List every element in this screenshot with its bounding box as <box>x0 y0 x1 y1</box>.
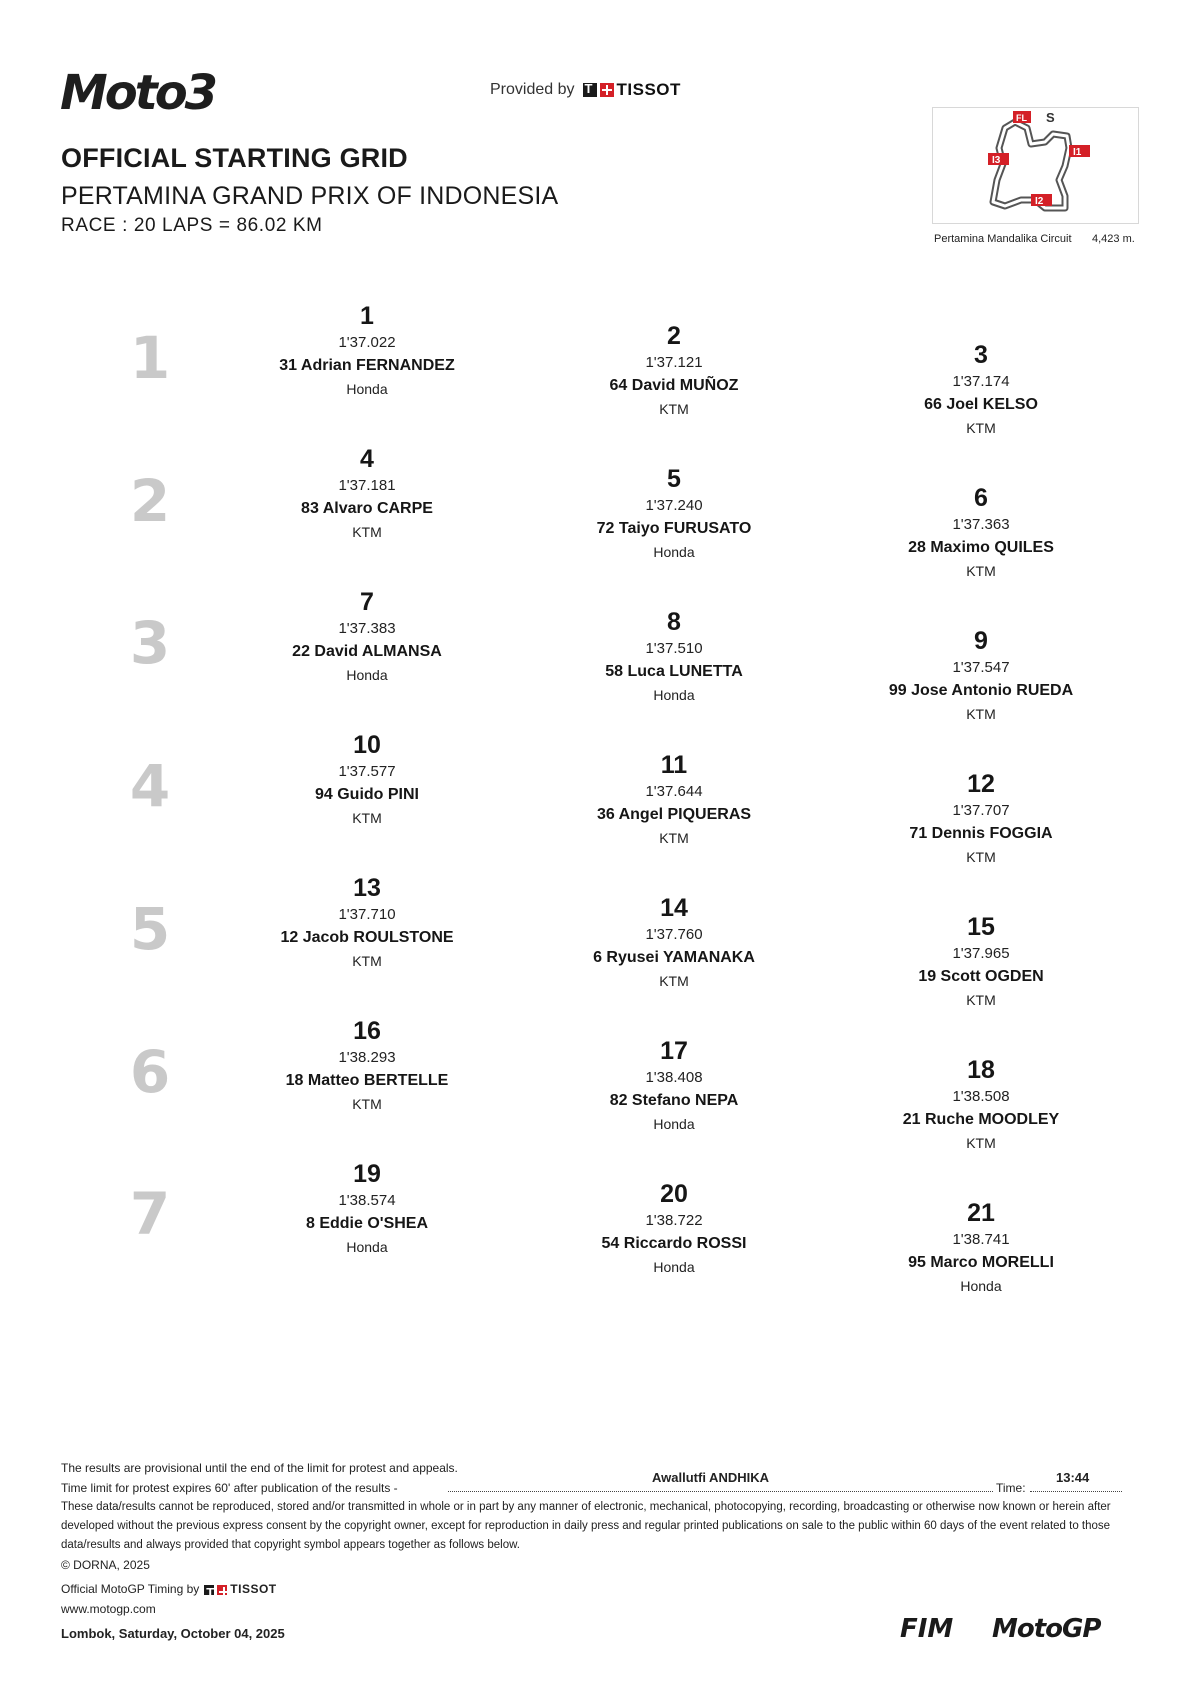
manufacturer: KTM <box>659 401 689 417</box>
manufacturer: KTM <box>352 524 382 540</box>
tissot-t-icon <box>204 1585 214 1595</box>
manufacturer: KTM <box>659 973 689 989</box>
provisional-note: The results are provisional until the end of the limit for protest and appeals. <box>61 1461 458 1475</box>
lap-time: 1'37.760 <box>645 926 703 943</box>
footer-logos <box>900 1614 1140 1644</box>
lap-time: 1'37.174 <box>952 373 1010 390</box>
tissot-wordmark: TISSOT <box>616 80 681 99</box>
start-marker: S <box>1046 110 1055 125</box>
swiss-cross-icon <box>217 1585 227 1595</box>
manufacturer: Honda <box>346 667 388 683</box>
rider-name: 64 David MUÑOZ <box>609 377 739 394</box>
rider-name: 71 Dennis FOGGIA <box>909 825 1053 842</box>
lap-time: 1'38.408 <box>645 1069 703 1086</box>
lap-time: 1'37.644 <box>645 783 703 800</box>
manufacturer: KTM <box>352 1096 382 1112</box>
grid-position: 13 <box>353 874 381 902</box>
manufacturer: KTM <box>352 953 382 969</box>
grid-position: 12 <box>967 770 995 798</box>
grid-slot <box>232 445 502 541</box>
grid-row-number: 1 <box>129 324 171 392</box>
grid-row-number: 5 <box>129 895 171 963</box>
rider-name: 8 Eddie O'SHEA <box>305 1215 429 1232</box>
signature-line <box>448 1491 993 1492</box>
grid-position: 5 <box>667 465 681 493</box>
grid-row-number: 2 <box>129 467 171 535</box>
grid-slot <box>846 913 1116 1009</box>
lap-time: 1'37.121 <box>645 354 703 371</box>
grid-slot <box>846 1056 1116 1152</box>
copyright-notice: © DORNA, 2025 <box>61 1558 150 1572</box>
grid-slot <box>232 588 502 684</box>
grid-position: 3 <box>974 341 988 369</box>
grid-position: 11 <box>660 751 688 779</box>
i2-marker: I2 <box>1035 196 1044 207</box>
lap-time: 1'37.577 <box>338 763 396 780</box>
protest-limit-note: Time limit for protest expires 60' after publication of the results - <box>61 1481 398 1495</box>
location-date: Lombok, Saturday, October 04, 2025 <box>61 1626 285 1641</box>
rider-name: 28 Maximo QUILES <box>908 539 1054 556</box>
race-info: RACE : 20 LAPS = 86.02 KM <box>61 215 323 236</box>
moto3-logo <box>60 65 290 121</box>
lap-time: 1'37.363 <box>952 516 1010 533</box>
manufacturer: Honda <box>346 381 388 397</box>
lap-time: 1'37.022 <box>338 334 396 351</box>
manufacturer: Honda <box>653 1259 695 1275</box>
grid-slot <box>539 1037 809 1133</box>
rider-name: 21 Ruche MOODLEY <box>902 1111 1060 1128</box>
grid-position: 10 <box>353 731 381 759</box>
circuit-name: Pertamina Mandalika Circuit <box>934 233 1072 245</box>
grid-slot <box>539 608 809 704</box>
grid-position: 16 <box>353 1017 381 1045</box>
rider-name: 19 Scott OGDEN <box>918 968 1044 985</box>
grid-position: 18 <box>967 1056 995 1084</box>
grid-slot <box>539 894 809 990</box>
moto3-logo-text: Moto3 <box>60 65 216 121</box>
lap-time: 1'38.741 <box>952 1231 1010 1248</box>
grid-slot <box>846 1199 1116 1295</box>
grid-slot <box>232 302 502 398</box>
grid-row-number: 7 <box>129 1180 171 1248</box>
lap-time: 1'37.383 <box>338 620 396 637</box>
grid-position: 20 <box>660 1180 688 1208</box>
grid-slot <box>539 751 809 847</box>
manufacturer: Honda <box>346 1239 388 1255</box>
grid-position: 2 <box>667 322 681 350</box>
provided-by-label: Provided by <box>490 81 575 98</box>
time-line <box>1030 1491 1122 1492</box>
grid-slot <box>232 874 502 970</box>
manufacturer: Honda <box>653 687 695 703</box>
swiss-cross-icon <box>600 83 614 97</box>
grid-position: 8 <box>667 608 681 636</box>
rider-name: 36 Angel PIQUERAS <box>596 806 752 823</box>
motogp-logo: MotoGP <box>992 1614 1101 1644</box>
timing-credit <box>61 1580 277 1599</box>
grid-slot <box>539 465 809 561</box>
grid-slot <box>539 1180 809 1276</box>
rider-name: 94 Guido PINI <box>314 786 419 803</box>
grid-position: 9 <box>974 627 988 655</box>
copyright-disclaimer: These data/results cannot be reproduced, stored and/or transmitted in whole or in part by any manner of electronic, mechanical, photocopying, recording, broadcasting or otherwise now known or herein after developed without the previous express consent by the copyright owner, except for reproduction in daily press and regular printed publications on sale to the public within 60 days of the event related to those data/results and always provided that copyright symbol appears together as follows below. <box>61 1501 1111 1551</box>
rider-name: 72 Taiyo FURUSATO <box>596 520 752 537</box>
event-name: PERTAMINA GRAND PRIX OF INDONESIA <box>61 182 559 210</box>
grid-row-number: 6 <box>129 1038 171 1106</box>
grid-position: 17 <box>660 1037 688 1065</box>
manufacturer: KTM <box>966 1135 996 1151</box>
grid-position: 19 <box>353 1160 381 1188</box>
grid-position: 15 <box>967 913 995 941</box>
grid-position: 1 <box>360 302 374 330</box>
grid-row-number: 4 <box>129 752 171 820</box>
lap-time: 1'37.707 <box>952 802 1010 819</box>
rider-name: 66 Joel KELSO <box>924 396 1038 413</box>
circuit-map <box>932 107 1139 224</box>
manufacturer: KTM <box>966 420 996 436</box>
time-label: Time: <box>996 1481 1026 1495</box>
grid-slot <box>846 770 1116 866</box>
lap-time: 1'38.293 <box>338 1049 396 1066</box>
grid-row-number: 3 <box>129 609 171 677</box>
grid-position: 21 <box>967 1199 995 1227</box>
lap-time: 1'38.508 <box>952 1088 1010 1105</box>
official-name: Awallutfi ANDHIKA <box>652 1470 769 1485</box>
rider-name: 6 Ryusei YAMANAKA <box>593 949 755 966</box>
manufacturer: KTM <box>352 810 382 826</box>
fim-logo: FIM <box>900 1614 954 1644</box>
circuit-length: 4,423 m. <box>1092 233 1135 245</box>
manufacturer: Honda <box>653 544 695 560</box>
website-link[interactable]: www.motogp.com <box>61 1602 156 1616</box>
grid-position: 6 <box>974 484 988 512</box>
page-title: OFFICIAL STARTING GRID <box>61 143 408 173</box>
tissot-t-icon <box>583 83 597 97</box>
lap-time: 1'37.510 <box>645 640 703 657</box>
rider-name: 95 Marco MORELLI <box>908 1254 1054 1271</box>
fl-marker: FL <box>1016 113 1027 123</box>
grid-slot <box>846 484 1116 580</box>
lap-time: 1'37.710 <box>338 906 396 923</box>
rider-name: 99 Jose Antonio RUEDA <box>888 682 1074 699</box>
rider-name: 83 Alvaro CARPE <box>301 500 433 517</box>
lap-time: 1'37.547 <box>952 659 1010 676</box>
manufacturer: KTM <box>966 706 996 722</box>
i1-marker: I1 <box>1073 147 1082 158</box>
grid-slot <box>232 731 502 827</box>
lap-time: 1'37.965 <box>952 945 1010 962</box>
grid-slot <box>846 341 1116 437</box>
grid-slot <box>232 1160 502 1256</box>
rider-name: 82 Stefano NEPA <box>609 1092 739 1109</box>
track-outline-icon <box>933 108 1138 223</box>
manufacturer: KTM <box>659 830 689 846</box>
manufacturer: Honda <box>960 1278 1002 1294</box>
time-value: 13:44 <box>1056 1470 1090 1485</box>
tissot-logo <box>583 80 681 100</box>
manufacturer: KTM <box>966 563 996 579</box>
rider-name: 54 Riccardo ROSSI <box>601 1235 747 1252</box>
grid-position: 4 <box>360 445 374 473</box>
tissot-logo-small <box>204 1580 276 1599</box>
manufacturer: KTM <box>966 849 996 865</box>
timing-by-label: Official MotoGP Timing by <box>61 1582 200 1596</box>
grid-slot <box>539 322 809 418</box>
tissot-wordmark: TISSOT <box>230 1582 277 1596</box>
rider-name: 18 Matteo BERTELLE <box>285 1072 449 1089</box>
provided-by <box>490 80 681 100</box>
grid-position: 7 <box>360 588 374 616</box>
grid-position: 14 <box>660 894 688 922</box>
manufacturer: KTM <box>966 992 996 1008</box>
lap-time: 1'38.722 <box>645 1212 703 1229</box>
rider-name: 22 David ALMANSA <box>292 643 442 660</box>
i3-marker: I3 <box>992 155 1001 166</box>
rider-name: 31 Adrian FERNANDEZ <box>279 357 455 374</box>
rider-name: 58 Luca LUNETTA <box>605 663 743 680</box>
lap-time: 1'37.181 <box>338 477 396 494</box>
rider-name: 12 Jacob ROULSTONE <box>280 929 454 946</box>
manufacturer: Honda <box>653 1116 695 1132</box>
lap-time: 1'37.240 <box>645 497 703 514</box>
grid-slot <box>846 627 1116 723</box>
grid-slot <box>232 1017 502 1113</box>
lap-time: 1'38.574 <box>338 1192 396 1209</box>
